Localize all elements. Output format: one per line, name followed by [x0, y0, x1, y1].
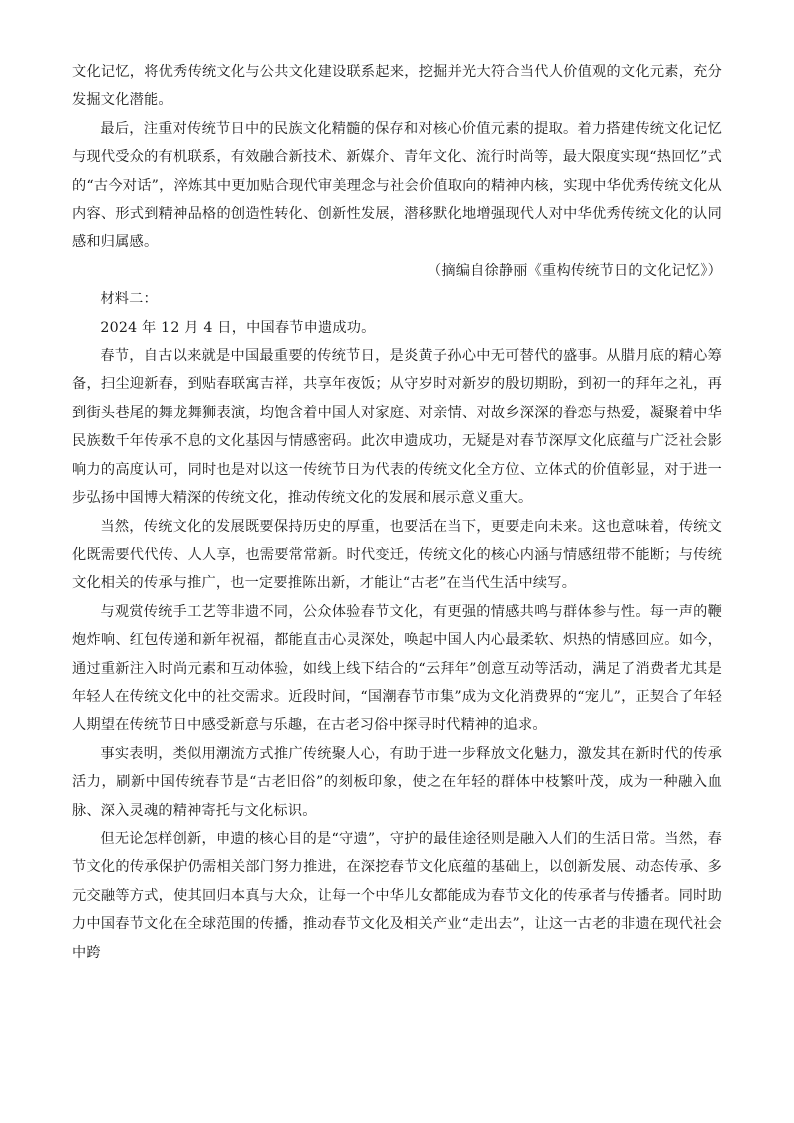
paragraph-spring-festival: 春节，自古以来就是中国最重要的传统节日，是炎黄子孙心中无可替代的盛事。从腊月底的精心筹备，扫尘迎新春，到贴春联寓吉祥，共享年夜饭；从守岁时对新岁的殷切期盼，到初一的拜年之礼，再到街头巷尾的舞龙舞狮表演，均饱含着中国人对家庭、对亲情、对故乡深深的眷恋与热爱，凝聚着中华民族数千年传承不息的文化基因与情感密码。此次申遗成功，无疑是对春节深厚文化底蕴与广泛社会影响力的高度认可，同时也是对以这一传统节日为代表的传统文化全方位、立体式的价值彰显，对于进一步弘扬中国博大精深的传统文化，推动传统文化的发展和展示意义重大。	[72, 348, 722, 507]
material2-date: 2024 年 12 月 4 日，中国春节申遗成功。	[100, 319, 376, 336]
paragraph-experience: 与观赏传统手工艺等非遗不同，公众体验春节文化，有更强的情感共鸣与群体参与性。每一声的鞭炮炸响、红包传递和新年祝福，都能直击心灵深处，唤起中国人内心最柔软、炽热的情感回应。如今，通过重新注入时尚元素和互动体验，如线上线下结合的“云拜年”创意互动等活动，满足了消费者尤其是年轻人在传统文化中的社交需求。近段时间，“国潮春节市集”成为文化消费界的“宠儿”，正契合了年轻人期望在传统节日中感受新意与乐趣，在古老习俗中探寻时代精神的追求。	[72, 603, 722, 734]
paragraph-continuation: 文化记忆，将优秀传统文化与公共文化建设联系起来，挖掘并光大符合当代人价值观的文化元素，充分发掘文化潜能。	[72, 64, 722, 109]
document-page	[72, 58, 722, 967]
source-citation: （摘编自徐静丽《重构传统节日的文化记忆》）	[426, 262, 722, 279]
material2-label: 材料二：	[100, 291, 158, 308]
paragraph-facts: 事实表明，类似用潮流方式推广传统聚人心，有助于进一步释放文化魅力，激发其在新时代的传承活力，刷新中国传统春节是“古老旧俗”的刻板印象，使之在年轻的群体中枝繁叶茂，成为一种融入血脉、深入灵魂的精神寄托与文化标识。	[72, 745, 722, 819]
paragraph-finally: 最后，注重对传统节日中的民族文化精髓的保存和对核心价值元素的提取。着力搭建传统文化记忆与现代受众的有机联系，有效融合新技术、新媒介、青年文化、流行时尚等，最大限度实现“热回忆”式的“古今对话”，淬炼其中更加贴合现代审美理念与社会价值取向的精神内核，实现中华优秀传统文化从内容、形式到精神品格的创造性转化、创新性发展，潜移默化地增强现代人对中华优秀传统文化的认同感和归属感。	[72, 120, 722, 251]
paragraph-development: 当然，传统文化的发展既要保持历史的厚重，也要活在当下，更要走向未来。这也意味着，传统文化既需要代代传、人人享，也需要常常新。时代变迁，传统文化的核心内涵与情感纽带不能断；与传统文化相关的传承与推广，也一定要推陈出新，才能让“古老”在当代生活中续写。	[72, 518, 722, 592]
paragraph-innovation: 但无论怎样创新，申遗的核心目的是“守遗”，守护的最佳途径则是融入人们的生活日常。当然，春节文化的传承保护仍需相关部门努力推进，在深挖春节文化底蕴的基础上，以创新发展、动态传承、多元交融等方式，使其回归本真与大众，让每一个中华儿女都能成为春节文化的传承者与传播者。同时助力中国春节文化在全球范围的传播，推动春节文化及相关产业“走出去”，让这一古老的非遗在现代社会中跨	[72, 830, 722, 961]
